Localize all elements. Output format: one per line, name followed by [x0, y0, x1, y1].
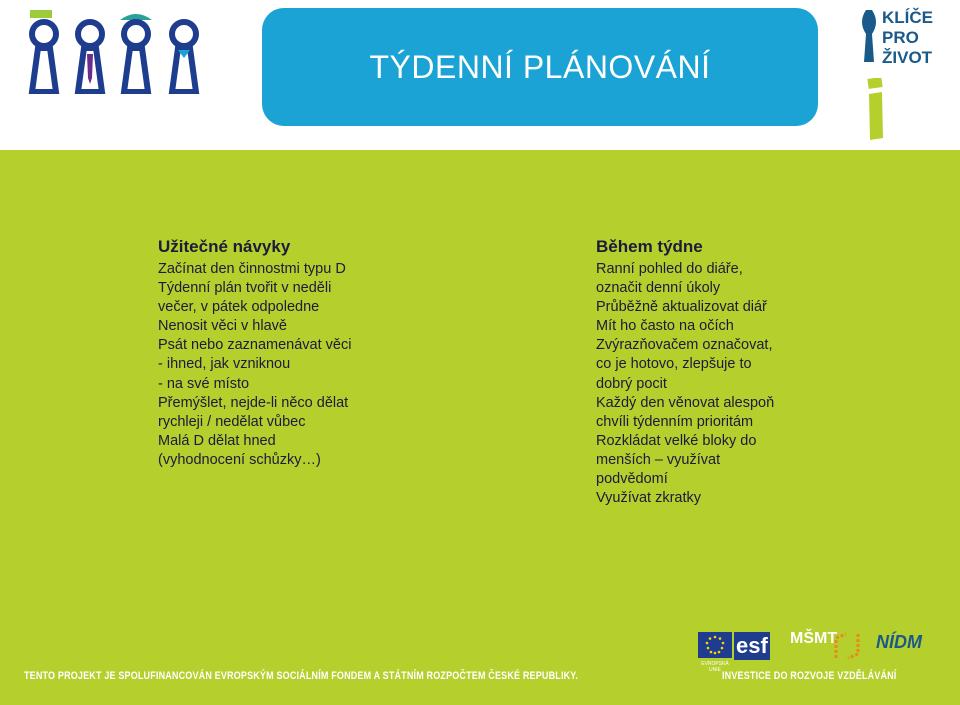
useful-habits-heading: Užitečné návyky: [158, 237, 291, 256]
list-item: Týdenní plán tvořit v neděli: [158, 280, 332, 297]
keyhole-figure-3: [120, 14, 152, 92]
during-week-heading: Během týdne: [596, 237, 703, 256]
eu-stars-icon: [698, 632, 732, 658]
esf-logo: esf: [736, 633, 768, 658]
list-item: Každý den věnovat alespoň: [596, 394, 775, 411]
list-item: dobrý pocit: [596, 375, 667, 392]
list-item: - na své místo: [158, 375, 250, 392]
sponsor-logos: [698, 630, 938, 673]
keyhole-figures-logo: [28, 8, 208, 94]
list-item: Zvýrazňovačem označovat,: [596, 337, 773, 354]
list-item: co je hotovo, zlepšuje to: [596, 356, 752, 373]
brand-line-3: ŽIVOT: [882, 48, 933, 67]
brand-line-1: KLÍČE: [882, 8, 933, 27]
during-week-column: [596, 236, 836, 508]
list-item: Psát nebo zaznamenávat věci: [158, 337, 352, 354]
useful-habits-column: [158, 236, 418, 470]
page-title: TÝDENNÍ PLÁNOVÁNÍ: [369, 48, 711, 85]
brand-wordmark: [882, 8, 956, 68]
list-item: rychleji / nedělat vůbec: [158, 413, 306, 430]
list-item: Mít ho často na očích: [596, 318, 734, 335]
footer-funding-note: TENTO PROJEKT JE SPOLUFINANCOVÁN EVROPSKÝM SOCIÁLNÍM FONDEM A STÁTNÍM ROZPOČTEM ČESKÉ REPUBLIKY.: [24, 670, 579, 682]
brand-line-2: PRO: [882, 28, 919, 47]
footer-investment-note: INVESTICE DO ROZVOJE VZDĚLÁVÁNÍ: [722, 670, 897, 682]
list-item: Začínat den činnostmi typu D: [158, 261, 346, 277]
keyhole-brand-icon: [860, 6, 882, 66]
list-item: Využívat zkratky: [596, 490, 702, 507]
keyhole-figure-2: [78, 22, 102, 92]
keyhole-figure-4: [172, 22, 196, 92]
header: [0, 0, 960, 150]
list-item: Ranní pohled do diáře,: [596, 261, 743, 277]
msmt-logo: MŠMT: [790, 630, 838, 647]
list-item: Přemýšlet, nejde-li něco dělat: [158, 394, 349, 411]
list-item: Malá D dělat hned: [158, 432, 276, 449]
list-item: chvíli týdenním prioritám: [596, 413, 754, 430]
klice-pro-zivot-logo: [860, 6, 956, 146]
keyhole-figure-1: [30, 10, 56, 92]
list-item: (vyhodnocení schůzky…): [158, 451, 321, 468]
list-item: podvědomí: [596, 471, 668, 488]
eu-flag-logo: [698, 632, 732, 673]
info-i-icon: [864, 78, 888, 144]
title-banner: [262, 8, 818, 126]
list-item: večer, v pátek odpoledne: [158, 299, 320, 316]
nidm-logo: NÍDM: [876, 632, 922, 652]
list-item: - ihned, jak vzniknou: [158, 356, 291, 373]
list-item: označit denní úkoly: [596, 280, 721, 297]
list-item: Rozkládat velké bloky do: [596, 432, 757, 449]
list-item: menších – využívat: [596, 451, 721, 468]
list-item: Průběžně aktualizovat diář: [596, 299, 767, 316]
eu-label: EVROPSKÁ UNIE: [701, 661, 729, 673]
frame-logo-icon: [832, 630, 862, 662]
list-item: Nenosit věci v hlavě: [158, 318, 287, 335]
